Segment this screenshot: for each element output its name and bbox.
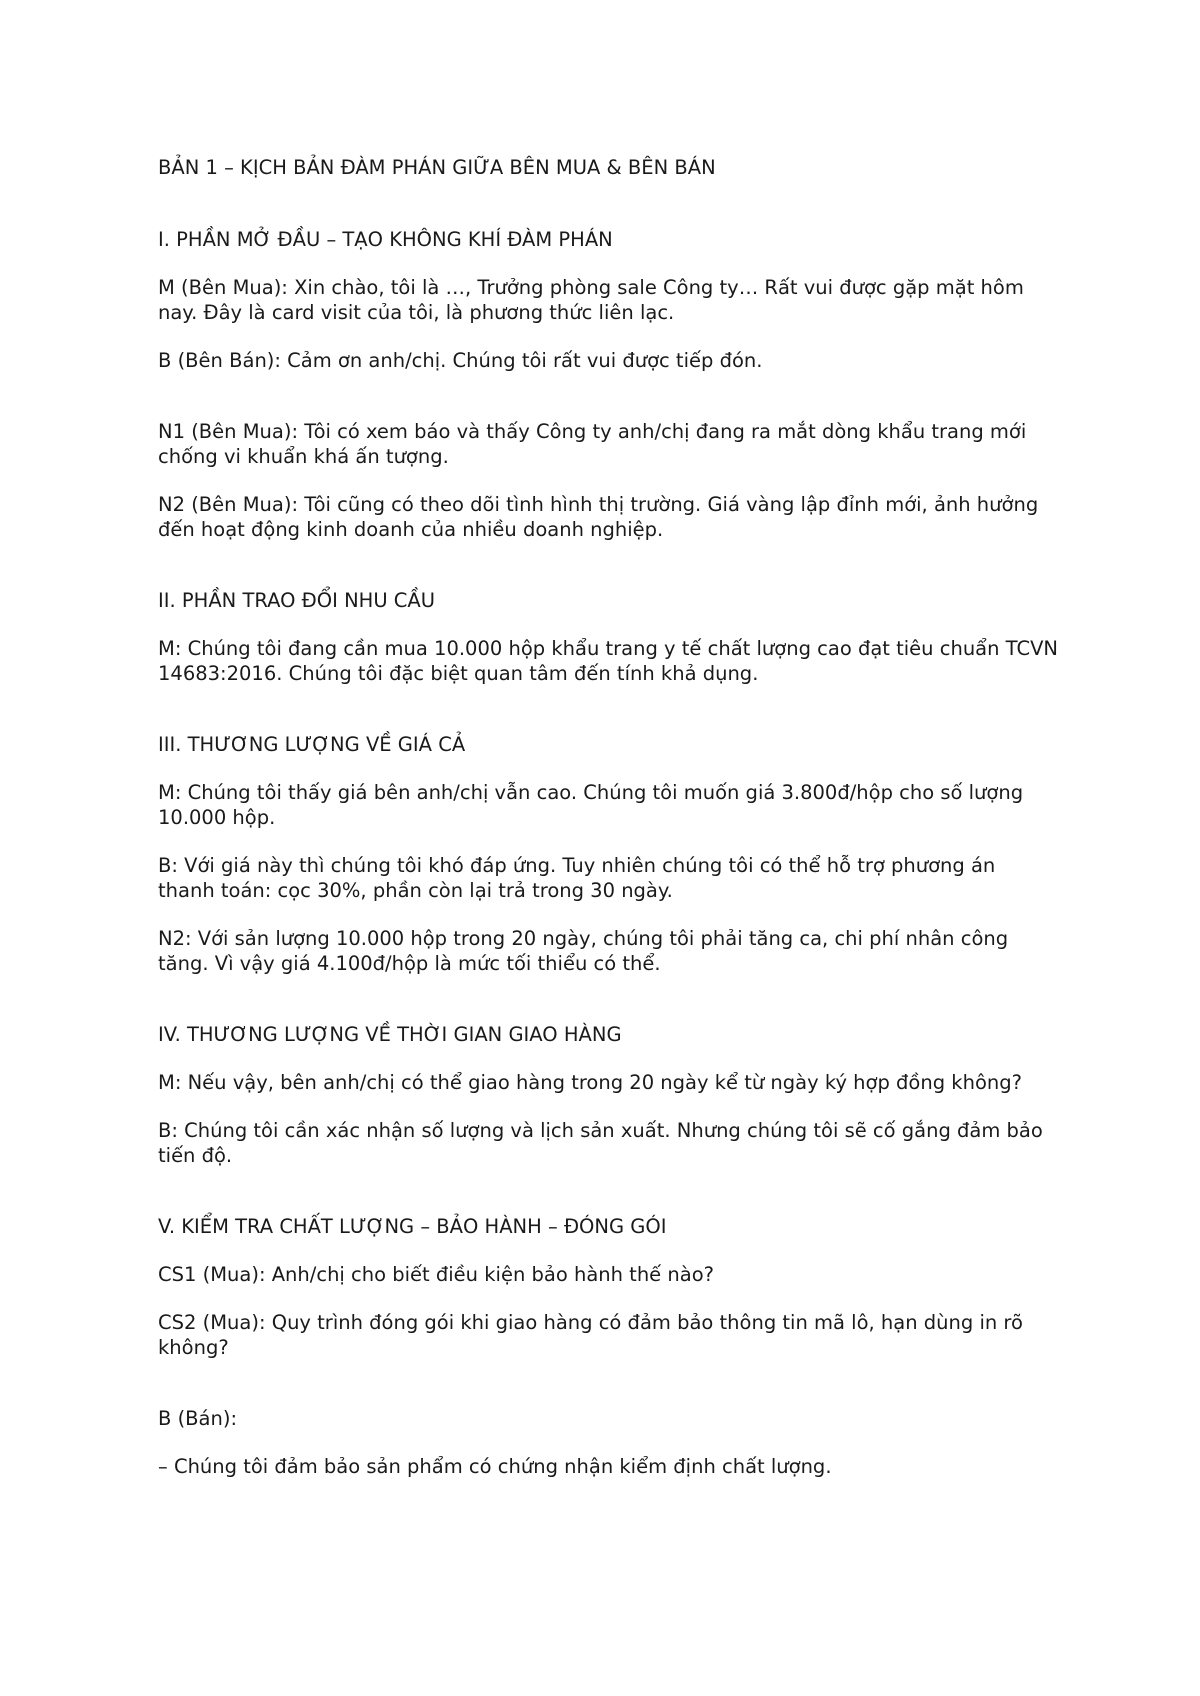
- paragraph: M (Bên Mua): Xin chào, tôi là …, Trưởng phòng sale Công ty… Rất vui được gặp mặt hôm nay. Đây là card visit của tôi, là phương thức liên lạc.: [158, 276, 1024, 324]
- section-heading-needs: II. PHẦN TRAO ĐỔI NHU CẦU: [158, 589, 436, 612]
- section-heading-opening: I. PHẦN MỞ ĐẦU – TẠO KHÔNG KHÍ ĐÀM PHÁN: [158, 228, 613, 251]
- paragraph: CS1 (Mua): Anh/chị cho biết điều kiện bảo hành thế nào?: [158, 1263, 714, 1286]
- paragraph: B: Chúng tôi cần xác nhận số lượng và lịch sản xuất. Nhưng chúng tôi sẽ cố gắng đảm bảo tiến độ.: [158, 1119, 1043, 1167]
- section-heading-price: III. THƯƠNG LƯỢNG VỀ GIÁ CẢ: [158, 733, 466, 756]
- paragraph: CS2 (Mua): Quy trình đóng gói khi giao hàng có đảm bảo thông tin mã lô, hạn dùng in rõ không?: [158, 1311, 1023, 1359]
- document-page: [158, 155, 1058, 1479]
- paragraph: – Chúng tôi đảm bảo sản phẩm có chứng nhận kiểm định chất lượng.: [158, 1455, 832, 1478]
- paragraph: B (Bán):: [158, 1407, 238, 1430]
- document-title: BẢN 1 – KỊCH BẢN ĐÀM PHÁN GIỮA BÊN MUA & BÊN BÁN: [158, 156, 716, 179]
- paragraph: N1 (Bên Mua): Tôi có xem báo và thấy Công ty anh/chị đang ra mắt dòng khẩu trang mới chống vi khuẩn khá ấn tượng.: [158, 420, 1027, 468]
- paragraph: M: Chúng tôi thấy giá bên anh/chị vẫn cao. Chúng tôi muốn giá 3.800đ/hộp cho số lượng 10.000 hộp.: [158, 781, 1024, 829]
- paragraph: M: Nếu vậy, bên anh/chị có thể giao hàng trong 20 ngày kể từ ngày ký hợp đồng không?: [158, 1071, 1022, 1094]
- section-heading-delivery: IV. THƯƠNG LƯỢNG VỀ THỜI GIAN GIAO HÀNG: [158, 1023, 622, 1046]
- paragraph: N2 (Bên Mua): Tôi cũng có theo dõi tình hình thị trường. Giá vàng lập đỉnh mới, ảnh hưởng đến hoạt động kinh doanh của nhiều doanh nghiệp.: [158, 493, 1039, 541]
- paragraph: B (Bên Bán): Cảm ơn anh/chị. Chúng tôi rất vui được tiếp đón.: [158, 349, 763, 372]
- section-heading-quality: V. KIỂM TRA CHẤT LƯỢNG – BẢO HÀNH – ĐÓNG GÓI: [158, 1215, 667, 1238]
- paragraph: N2: Với sản lượng 10.000 hộp trong 20 ngày, chúng tôi phải tăng ca, chi phí nhân công tăng. Vì vậy giá 4.100đ/hộp là mức tối thiểu có thể.: [158, 927, 1009, 975]
- paragraph: M: Chúng tôi đang cần mua 10.000 hộp khẩu trang y tế chất lượng cao đạt tiêu chuẩn TCVN 14683:2016. Chúng tôi đặc biệt quan tâm đến tính khả dụng.: [158, 637, 1058, 685]
- paragraph: B: Với giá này thì chúng tôi khó đáp ứng. Tuy nhiên chúng tôi có thể hỗ trợ phương án thanh toán: cọc 30%, phần còn lại trả trong 30 ngày.: [158, 854, 996, 902]
